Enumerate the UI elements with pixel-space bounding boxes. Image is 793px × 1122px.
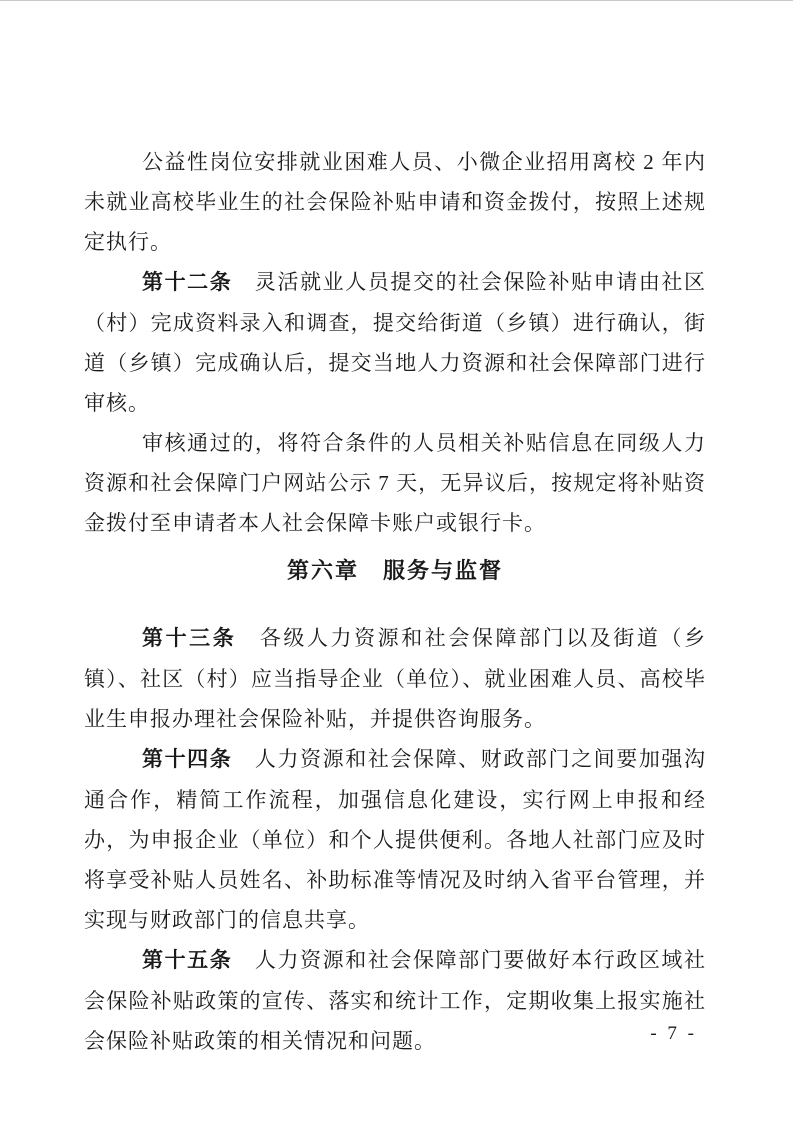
paragraph-public-welfare: [84, 142, 706, 262]
document-body: [84, 142, 706, 1061]
scan-edge-line: [0, 0, 793, 1]
article-15-term: 第十五条: [142, 949, 233, 972]
paragraph-audit-pass: [84, 423, 706, 543]
paragraph-text: 灵活就业人员提交的社会保险补贴申请由社区（村）完成资料录入和调查，提交给街道（乡镇）进行确认，街道（乡镇）完成确认后，提交当地人力资源和社会保障部门进行审核。: [84, 270, 707, 415]
article-14-term: 第十四条: [142, 748, 233, 771]
paragraph-article-15: [84, 940, 706, 1061]
chapter-heading: 第六章 服务与监督: [286, 558, 503, 583]
paragraph-text: 各级人力资源和社会保障部门以及街道（乡镇）、社区（村）应当指导企业（单位）、就业困难人员、高校毕业生申报办理社会保险补贴，并提供咨询服务。: [84, 626, 707, 731]
paragraph-text: 审核通过的，将符合条件的人员相关补贴信息在同级人力资源和社会保障门户网站公示 7 天，无异议后，按规定将补贴资金拨付至申请者本人社会保障卡账户或银行卡。: [84, 431, 706, 535]
article-12-term: 第十二条: [142, 271, 233, 294]
paragraph-article-14: [84, 739, 706, 940]
paragraph-text: 公益性岗位安排就业困难人员、小微企业招用离校 2 年内未就业高校毕业生的社会保险补贴申请和资金拨付，按照上述规定执行。: [84, 150, 706, 254]
paragraph-article-13: [84, 618, 706, 739]
paragraph-text: 人力资源和社会保障部门要做好本行政区域社会保险补贴政策的宣传、落实和统计工作，定期收集上报实施社会保险补贴政策的相关情况和问题。: [84, 948, 707, 1053]
paragraph-article-12: [84, 262, 706, 423]
article-13-term: 第十三条: [142, 627, 237, 650]
page-number: - 7 -: [650, 1023, 697, 1044]
paragraph-text: 人力资源和社会保障、财政部门之间要加强沟通合作，精简工作流程，加强信息化建设，实行网上申报和经办，为申报企业（单位）和个人提供便利。各地人社部门应及时将享受补贴人员姓名、补助标准等情况及时纳入省平台管理，并实现与财政部门的信息共享。: [84, 747, 707, 932]
